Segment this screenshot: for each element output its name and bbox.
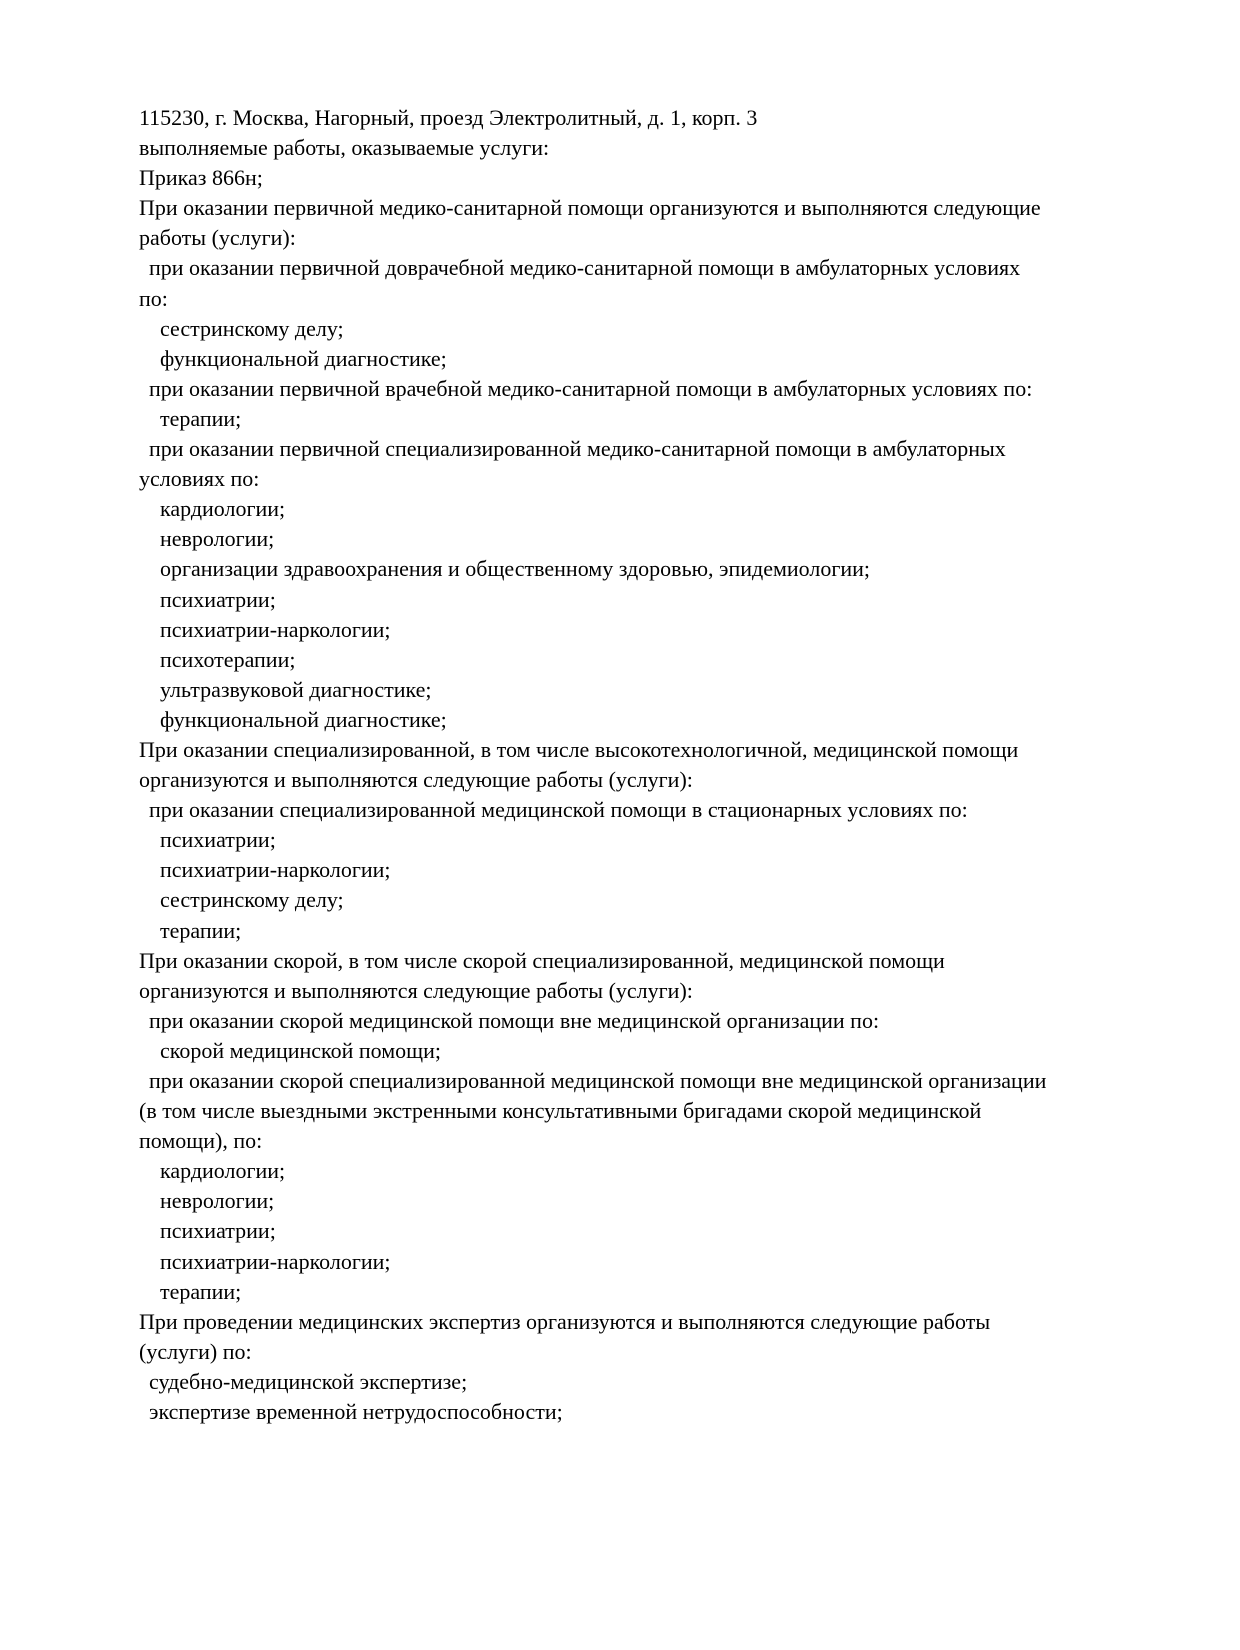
document-page <box>139 103 1185 1427</box>
document-line: неврологии; <box>160 526 275 552</box>
document-line: помощи), по: <box>139 1128 263 1154</box>
document-line: Приказ 866н; <box>139 165 263 191</box>
document-line: неврологии; <box>160 1188 275 1214</box>
document-line: при оказании первичной доврачебной медико-санитарной помощи в амбулаторных условиях <box>149 255 1021 281</box>
document-line: кардиологии; <box>160 1158 286 1184</box>
document-line: терапии; <box>160 1278 242 1304</box>
document-line: судебно-медицинской экспертизе; <box>149 1368 468 1394</box>
document-line: функциональной диагностике; <box>160 345 447 371</box>
document-line: работы (услуги): <box>139 225 296 251</box>
document-line: психиатрии-наркологии; <box>160 1248 391 1274</box>
document-line: терапии; <box>160 917 242 943</box>
document-line: психиатрии-наркологии; <box>160 857 391 883</box>
document-line: 115230, г. Москва, Нагорный, проезд Электролитный, д. 1, корп. 3 <box>139 105 758 130</box>
document-line: по: <box>139 285 168 311</box>
document-line: психотерапии; <box>160 646 296 672</box>
document-line: сестринскому делу; <box>160 887 344 913</box>
document-line: психиатрии; <box>160 827 276 853</box>
document-line: При проведении медицинских экспертиз организуются и выполняются следующие работы <box>139 1308 991 1334</box>
document-line: при оказании первичной специализированной медико-санитарной помощи в амбулаторных <box>149 436 1006 462</box>
document-line: сестринскому делу; <box>160 315 344 341</box>
document-line: кардиологии; <box>160 496 286 522</box>
document-line: психиатрии; <box>160 1218 276 1244</box>
document-line: психиатрии-наркологии; <box>160 616 391 642</box>
document-line: организуются и выполняются следующие работы (услуги): <box>139 767 693 793</box>
document-line: условиях по: <box>139 466 260 492</box>
document-line: (услуги) по: <box>139 1338 252 1364</box>
document-line: организации здравоохранения и общественному здоровью, эпидемиологии; <box>160 556 871 582</box>
document-line: При оказании специализированной, в том числе высокотехнологичной, медицинской помощи <box>139 736 1019 762</box>
document-line: при оказании скорой специализированной медицинской помощи вне медицинской организации <box>149 1068 1047 1093</box>
document-line: экспертизе временной нетрудоспособности; <box>149 1399 563 1425</box>
document-line: (в том числе выездными экстренными консультативными бригадами скорой медицинской <box>139 1098 982 1124</box>
document-line: ультразвуковой диагностике; <box>160 676 432 702</box>
document-line: При оказании скорой, в том числе скорой специализированной, медицинской помощи <box>139 947 945 973</box>
document-line: при оказании специализированной медицинской помощи в стационарных условиях по: <box>149 797 968 823</box>
document-line: терапии; <box>160 405 242 431</box>
document-line: организуются и выполняются следующие работы (услуги): <box>139 977 693 1003</box>
document-line: при оказании скорой медицинской помощи вне медицинской организации по: <box>149 1007 880 1033</box>
document-line: скорой медицинской помощи; <box>160 1037 442 1063</box>
document-line: выполняемые работы, оказываемые услуги: <box>139 135 550 161</box>
document-line: функциональной диагностике; <box>160 706 447 732</box>
document-line: При оказании первичной медико-санитарной помощи организуются и выполняются следующие <box>139 195 1041 221</box>
document-line: психиатрии; <box>160 586 276 612</box>
document-line: при оказании первичной врачебной медико-санитарной помощи в амбулаторных условиях по: <box>149 375 1033 401</box>
